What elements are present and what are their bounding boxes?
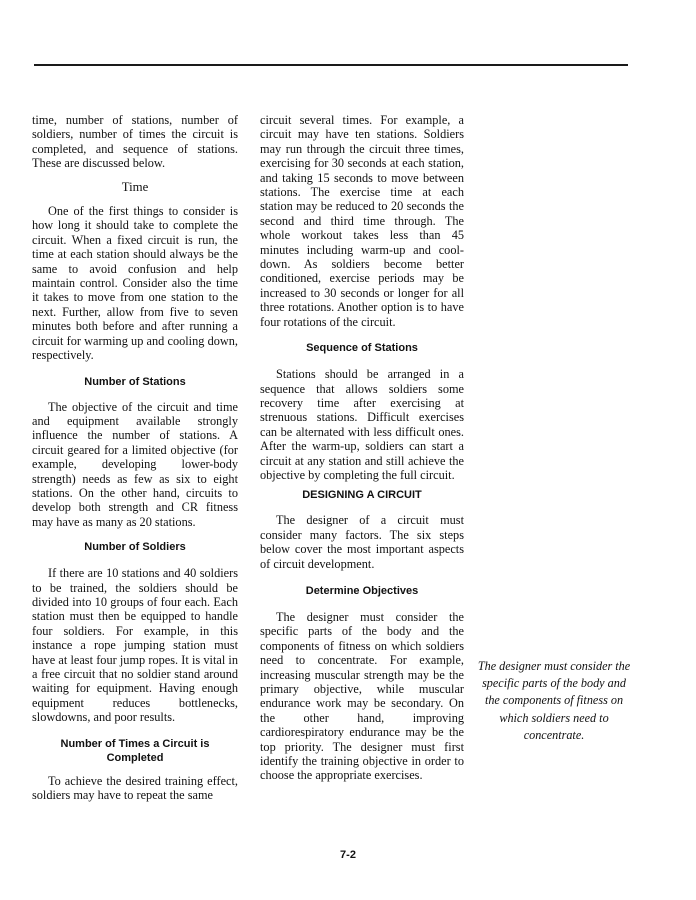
top-rule xyxy=(34,64,628,66)
intro-paragraph: time, number of stations, number of soldiers, number of times the circuit is completed, and sequence of stations. These are discussed below. xyxy=(32,113,238,171)
sequence-paragraph: Stations should be arranged in a sequence that allows soldiers some recovery time after exercising at strenuous stations. Difficult exercises can be alternated with less difficult ones. After the warm-up, soldiers can start a circuit at any station and still achieve the objective by completing the full circuit. xyxy=(260,367,464,482)
objectives-heading: Determine Objectives xyxy=(305,584,419,597)
designing-heading: DESIGNING A CIRCUIT xyxy=(302,489,422,502)
sequence-heading: Sequence of Stations xyxy=(306,342,418,355)
stations-heading: Number of Stations xyxy=(84,375,186,388)
times-paragraph: To achieve the desired training effect, soldiers may have to repeat the same xyxy=(32,773,238,803)
time-heading: Time xyxy=(121,179,149,194)
middle-column xyxy=(260,113,464,783)
stations-paragraph: The objective of the circuit and time and equipment available strongly influence the number of stations. A circuit geared for a limited objective (for example, developing lower-body strength) needs as few as six to eight stations. On the other hand, circuits to develop both strength and CR fitness may have as many as 20 stations. xyxy=(32,399,238,529)
time-paragraph: One of the first things to consider is how long it should take to complete the circuit. When a fixed circuit is run, the time at each station should always be the same to avoid confusion and help maintain control. Consider also the time it takes to move from one station to the next. Further, allow from five to seven minutes both before and after running a circuit for warming up and cooling down, respectively. xyxy=(32,204,238,363)
designing-paragraph: The designer of a circuit must consider many factors. The six steps below cover the most important aspects of circuit development. xyxy=(260,513,464,571)
page-number: 7-2 xyxy=(340,849,356,861)
times-heading: Number of Times a Circuit is Completed xyxy=(60,737,210,764)
objectives-paragraph: The designer must consider the specific parts of the body and the components of fitness on which soldiers need to concentrate. For example, increasing muscular strength may be the primary objective, while muscular endurance work may be secondary. On the other hand, improving cardiorespiratory endurance may be the top priority. The designer must first identify the training objective in order to choose the appropriate exercises. xyxy=(260,609,464,783)
sidebar-pull-quote: The designer must consider the specific parts of the body and the components of fitness on which soldiers need to concentrate. xyxy=(477,659,631,742)
soldiers-heading: Number of Soldiers xyxy=(84,541,186,554)
left-column xyxy=(32,113,238,802)
soldiers-paragraph: If there are 10 stations and 40 soldiers to be trained, the soldiers should be divided into 10 groups of four each. Each station must then be equipped to handle four soldiers. For example, in this instance a rope jumping station must have at least four jump ropes. It is vital in a free circuit that no soldier stand around waiting for equipment. Having enough equipment reduces bottlenecks, slowdowns, and poor results. xyxy=(32,566,238,725)
continued-paragraph: circuit several times. For example, a circuit may have ten stations. Soldiers may run through the circuit three times, exercising for 30 seconds at each station, and taking 15 seconds to move between stations. The exercise time at each station may be reduced to 20 seconds the second and third time through. The whole workout takes less than 45 minutes including warm-up and cool-down. As soldiers become better conditioned, exercise periods may be increased to 30 seconds or longer for all three rotations. Another option is to have four rotations of the circuit. xyxy=(260,113,464,329)
